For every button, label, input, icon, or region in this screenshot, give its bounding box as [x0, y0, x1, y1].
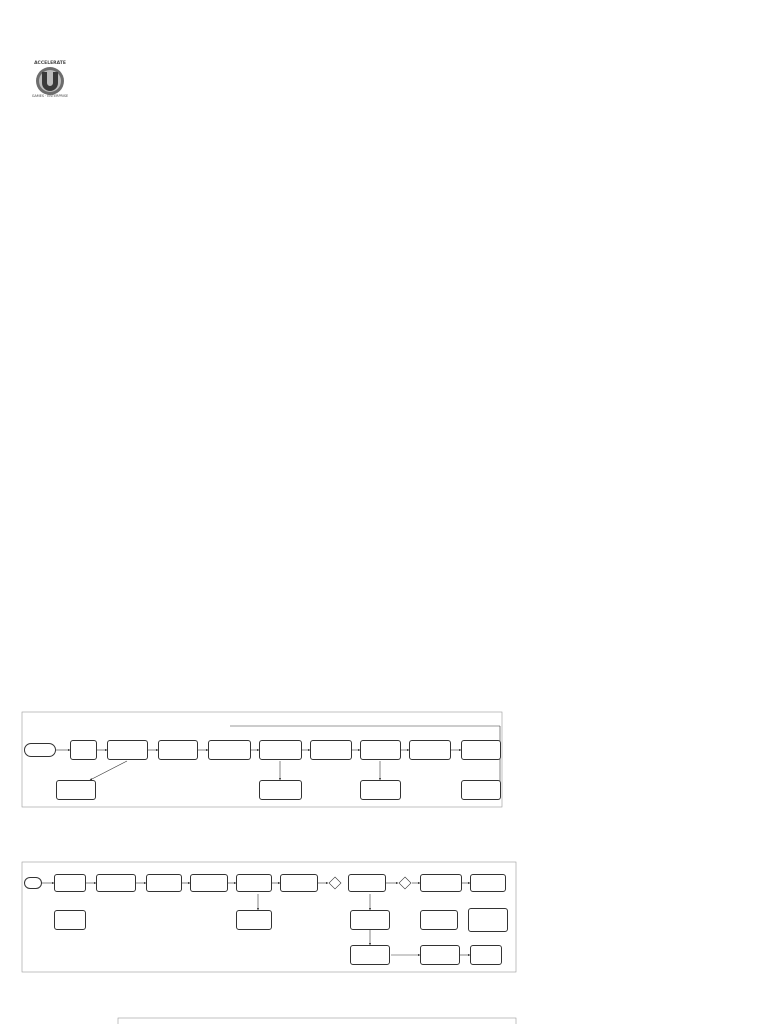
workflow-node-pre-startup-action-items: [259, 780, 302, 800]
workflow-node-closed: [470, 945, 502, 965]
workflow-node-rejected: [461, 780, 501, 800]
workflow-node-draft: [70, 740, 97, 760]
workflow-node-pending-approval-close: [409, 740, 451, 760]
workflow-node-post-startup-review: [360, 740, 401, 760]
workflow-node-pre-startup-action-items: [236, 910, 272, 930]
workflow-node-implementation-approval: [190, 874, 228, 892]
workflow-node-pending-action-items: [350, 945, 390, 965]
workflow-node-concept-revision: [54, 910, 86, 930]
workflow-node-pending-action-items: [360, 780, 401, 800]
workflow-node-implementation-approval: [208, 740, 251, 760]
workflow-node-start: [24, 743, 56, 757]
workflow-node-start: [24, 877, 42, 889]
workflow-node-concept-approval: [96, 874, 136, 892]
workflow-node-approved-for-startup: [280, 874, 318, 892]
workflow-node-concept-approval: [107, 740, 148, 760]
svg-text:GAMES · ENTERPRISE: GAMES · ENTERPRISE: [31, 94, 69, 98]
workflow-node-design-approval: [146, 874, 182, 892]
workflow-node-pre-startup-review: [259, 740, 302, 760]
workflow-node-approved-for-startup: [310, 740, 352, 760]
workflow-node-design-approval-permanent: [468, 908, 508, 932]
workflow-node-extension-approval: [420, 910, 458, 930]
workflow-node-permanent-review: [420, 874, 462, 892]
workflow-node-design-approval: [158, 740, 198, 760]
svg-text:ACCELERATE: ACCELERATE: [34, 61, 66, 66]
workflow-node-rejected: [470, 874, 506, 892]
workflow-node-post-startup-review: [350, 910, 390, 930]
workflow-node-closed: [461, 740, 501, 760]
workflow-node-draft: [54, 874, 86, 892]
workflow-node-pre-startup-review: [236, 874, 272, 892]
workflow-node-concept-revision: [56, 780, 96, 800]
workflow-node-pending-approval-close: [420, 945, 460, 965]
workflow-node-temporary-implementation: [348, 874, 386, 892]
